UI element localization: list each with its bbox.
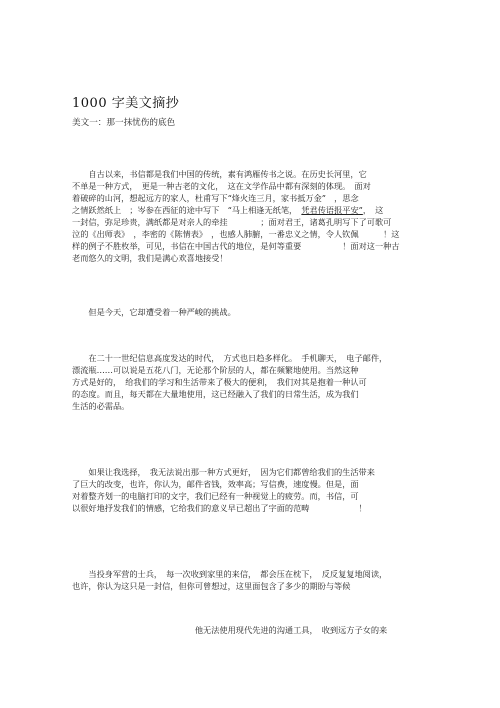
underlined-quote: 凭君传语报平安” <box>301 205 363 215</box>
paragraph-line: 样的例子不胜枚举，可见，书信在中国古代的地位，是何等重要 ！面对这一种古 <box>72 241 400 251</box>
paragraph-line: 漂流瓶……可以说是五花八门，无论那个阶层的人，都在频繁地使用。当然这种 <box>72 365 359 375</box>
paragraph-4 <box>72 466 440 514</box>
paragraph-6 <box>72 624 440 636</box>
paragraph-1 <box>72 168 440 264</box>
paragraph-line: 也许，你认为这只是一封信，但你可曾想过，这里面包含了多少的期盼与等候 <box>72 581 351 591</box>
paragraph-line: 泣的《出师表》 ，李密的《陈情表》 ，也感人肺腑，一番忠义之情，令人钦佩 ！这 <box>72 229 400 239</box>
paragraph-line: 以很好地抒发我们的情感，它给我们的意义早已超出了字面的范畴 ！ <box>72 503 367 513</box>
paragraph-line: 如果让我选择， 我无法说出那一种方式更好， 因为它们都曾给我们的生活带来 <box>72 467 375 477</box>
paragraph-line <box>72 204 440 216</box>
paragraph-line: 他无法使用现代先进的沟通工具， 收到远方子女的来 <box>72 625 388 635</box>
paragraph-5 <box>72 568 440 592</box>
paragraph-line: 不单是一种方式， 更是一种古老的文化， 这在文学作品中都有深刻的体现。 面对 <box>72 181 371 191</box>
paragraph-line: 的态度。而且，每天都在大量地使用，这已经融入了我们的日常生活，成为我们 <box>72 389 359 399</box>
paragraph-line: 方式是好的， 给我们的学习和生活带来了极大的便利， 我们对其是抱着一种认可 <box>72 377 367 387</box>
paragraph-line: 生活的必需品。 <box>72 401 130 411</box>
paragraph-line: 着破碎的山河，想起远方的家人，杜甫写下“烽火连三月，家书抵万金” ，思念 <box>72 193 359 203</box>
paragraph-3 <box>72 352 440 412</box>
document-subtitle: 美文一：那一抹忧伤的底色 <box>72 118 176 128</box>
paragraph-line: 当投身军营的士兵， 每一次收到家里的来信， 都会压在枕下， 反反复复地阅读， <box>72 569 388 579</box>
document-title: 1000 字美文摘抄 <box>72 96 180 111</box>
paragraph-line: 自古以来，书信都是我们中国的传统，素有鸿雁传书之说。在历史长河里，它 <box>72 169 367 179</box>
paragraph-line: 在二十一世纪信息高度发达的时代， 方式也日趋多样化。 手机聊天， 电子邮件， <box>72 353 388 363</box>
paragraph-line: 对着整齐划一的电脑打印的文字，我们已经有一种视觉上的疲劳。而，书信，可 <box>72 491 359 501</box>
paragraph-line: 老而悠久的文明，我们是满心欢喜地接受！ <box>72 253 228 263</box>
paragraph-line: 了巨大的改变，也许，你认为，邮件省钱，效率高；写信费，速度慢。但是，面 <box>72 479 359 489</box>
paragraph-line: 但是今天，它却遭受着一种严峻的挑战。 <box>72 307 236 317</box>
paragraph-line: 一封信，弥足珍贵，满纸都是对亲人的牵挂 ；面对君王，诸葛孔明写下了可歌可 <box>72 217 392 227</box>
line-text: 之情跃然纸上 ；岑参在西征的途中写下 “马上相逢无纸笔， <box>72 205 302 215</box>
line-text: ， 这 <box>362 205 384 215</box>
paragraph-2 <box>72 306 440 318</box>
